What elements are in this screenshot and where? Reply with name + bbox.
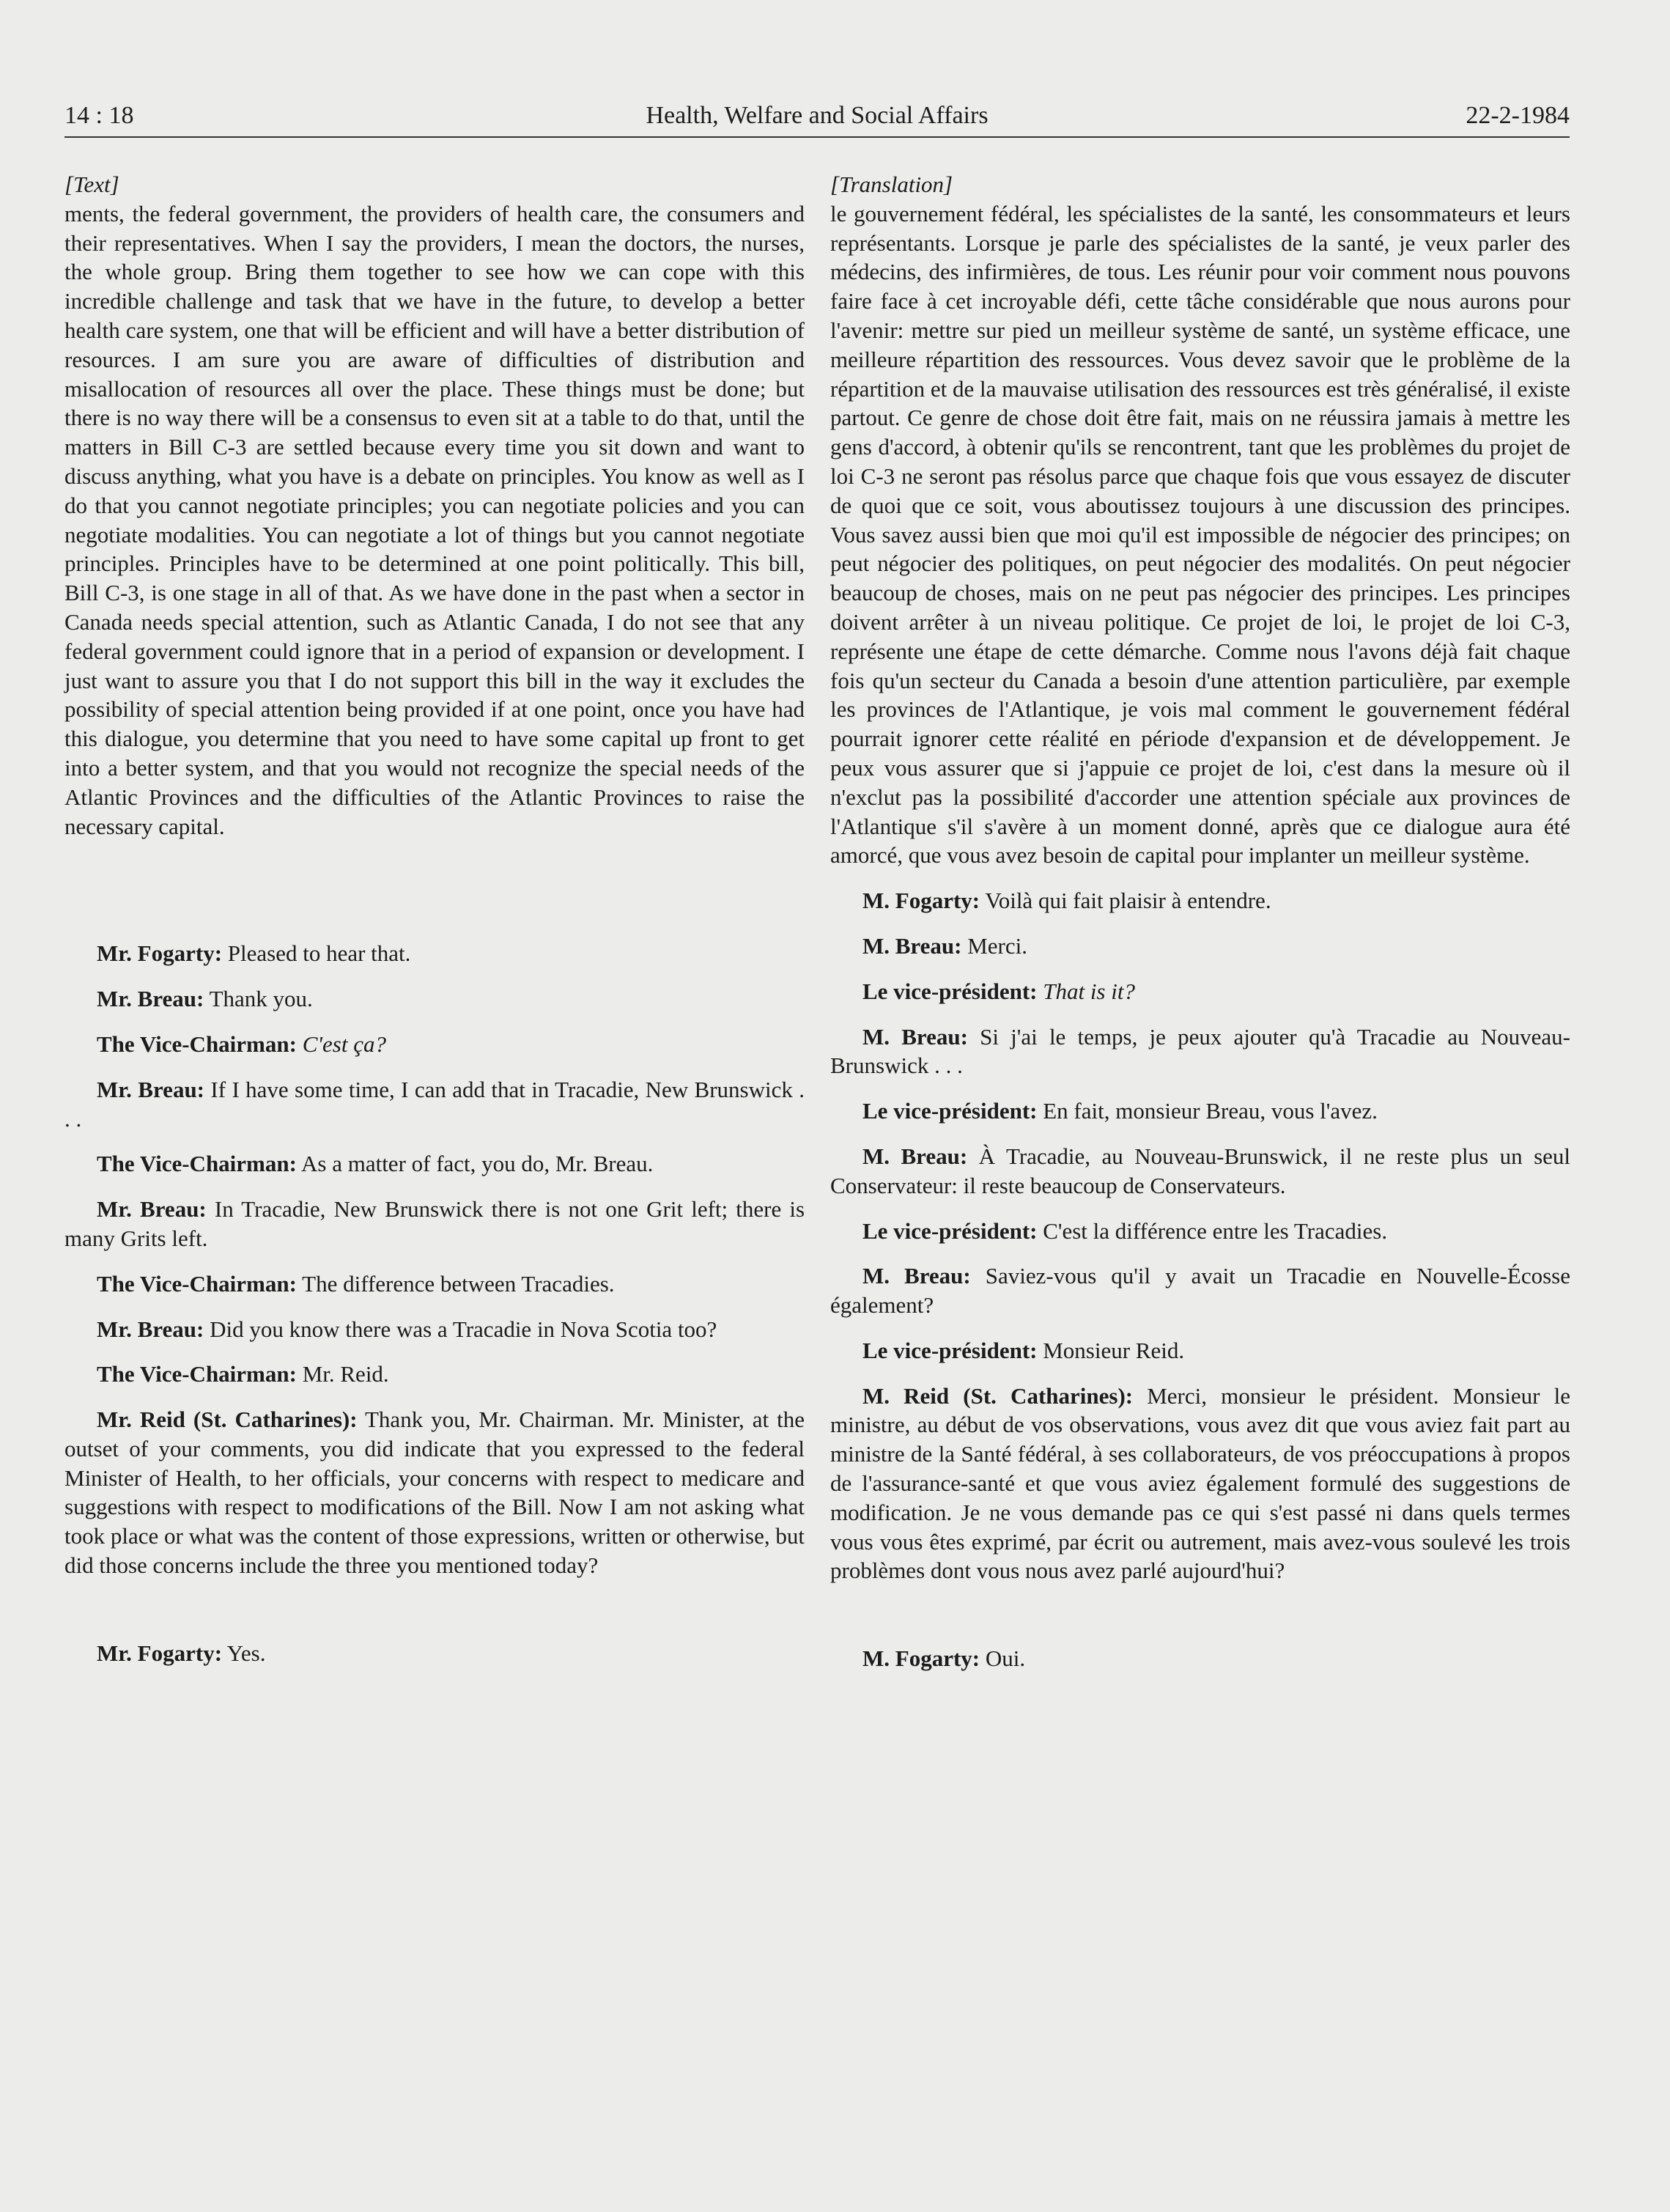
speaker: Mr. Breau: bbox=[97, 986, 204, 1012]
speech-turn bbox=[64, 1360, 805, 1389]
speech-text: That is it? bbox=[1043, 978, 1135, 1004]
speech-turn bbox=[830, 1217, 1570, 1246]
speech-turn bbox=[64, 1405, 805, 1580]
speaker: M. Reid (St. Catharines): bbox=[862, 1382, 1134, 1409]
speech-text: Thank you. bbox=[209, 986, 313, 1012]
speech-turn bbox=[830, 886, 1570, 915]
header-rule bbox=[64, 136, 1570, 138]
speech-turn bbox=[64, 1195, 805, 1253]
speech-turn bbox=[830, 977, 1570, 1006]
speaker: Mr. Breau: bbox=[97, 1076, 205, 1102]
speaker: M. Fogarty: bbox=[862, 1645, 980, 1672]
speech-turn bbox=[830, 1382, 1570, 1586]
speech-text: En fait, monsieur Breau, vous l'avez. bbox=[1043, 1098, 1378, 1124]
speech-text: In Tracadie, New Brunswick there is not one Grit left; there is many Grits left. bbox=[64, 1196, 805, 1251]
speaker: M. Breau: bbox=[862, 1143, 968, 1169]
page-number: 14 : 18 bbox=[64, 102, 134, 129]
speech-turn bbox=[64, 1315, 805, 1344]
speech-text: As a matter of fact, you do, Mr. Breau. bbox=[301, 1151, 654, 1177]
speech-turn bbox=[64, 1030, 805, 1059]
speaker: Le vice-président: bbox=[862, 1337, 1038, 1363]
speaker: Le vice-président: bbox=[862, 1098, 1038, 1124]
opening-paragraph: ments, the federal government, the providers of health care, the consumers and their representatives. When I say the providers, I mean the doctors, the nurses, the whole group. Bring them together to see how we can cope with this incredible challenge and task that we have in the future, to develop a better health care system, one that will be efficient and will have a better distribution of resources. I am sure you are aware of difficulties of distribution and misallocation of resources all over the place. These things must be done; but there is no way there will be a consensus to even sit at a table to do that, until the matters in Bill C-3 are settled because every time you sit down and want to discuss anything, what you have is a debate on principles. You know as well as I do that you cannot negotiate principles; you can negotiate policies and you can negotiate modalities. You can negotiate a lot of things but you cannot negotiate principles. Principles have to be determined at one point politically. This bill, Bill C-3, is one stage in all of that. As we have done in the past when a sector in Canada needs special attention, such as Atlantic Canada, I do not see that any federal government could ignore that in a period of expansion or development. I just want to assure you that I do not support this bill in the way it excludes the possibility of special attention being provided if at one point, once you have had this dialogue, you determine that you need to have some capital up front to get into a better system, and that you would not recognize the special needs of the Atlantic Provinces and the difficulties of the Atlantic Provinces to raise the necessary capital. bbox=[64, 200, 805, 839]
speech-text: If I have some time, I can add that in Tracadie, New Brunswick . . . bbox=[64, 1076, 805, 1132]
speech-text: Monsieur Reid. bbox=[1043, 1337, 1185, 1363]
speaker: The Vice-Chairman: bbox=[97, 1151, 297, 1177]
committee-title: Health, Welfare and Social Affairs bbox=[646, 102, 989, 129]
session-date: 22-2-1984 bbox=[1466, 102, 1570, 129]
speaker: Mr. Fogarty: bbox=[97, 940, 223, 967]
speech-text: Merci. bbox=[967, 932, 1027, 959]
opening-paragraph: le gouvernement fédéral, les spécialistes de la santé, les consommateurs et leurs représentants. Lorsque je parle des spécialistes de la santé, je veux parler des médecins, des infirmières, de tous. Les réunir pour voir comment nous pouvons faire face à cet incroyable défi, cette tâche considérable que nous aurons pour l'avenir: mettre sur pied un meilleur système de santé, un système efficace, une meilleure répartition des ressources. Vous devez savoir que le problème de la répartition et de la mauvaise utilisation des ressources est très généralisé, il existe partout. Ce genre de chose doit être fait, mais on ne réussira jamais à mettre les gens d'accord, à obtenir qu'ils se rencontrent, tant que les problèmes du projet de loi C-3 ne seront pas résolus parce que chaque fois que vous essayez de discuter de quoi que ce soit, vous aboutissez toujours à une discussion des principes. Vous savez aussi bien que moi qu'il est impossible de négocier des principes; on peut négocier des politiques, on peut négocier des modalités. On peut négocier beaucoup de choses, mais on ne peut pas négocier des principes. Les principes doivent arrêter à un niveau politique. Ce projet de loi, le projet de loi C-3, représente une étape de cette démarche. Comme nous l'avons déjà fait chaque fois qu'un secteur du Canada a besoin d'une attention particulière, par exemple les provinces de l'Atlantique, je vois mal comment le gouvernement fédéral pourrait ignorer cette réalité en période d'expansion et de développement. Je peux vous assurer que si j'appuie ce projet de loi, c'est dans la mesure où il n'exclut pas la possibilité d'accorder une attention spéciale aux provinces de l'Atlantique s'il s'avère à un moment donné, après que ce dialogue aura été amorcé, que vous avez besoin de capital pour implanter un meilleur système. bbox=[830, 200, 1570, 869]
speech-text: Saviez-vous qu'il y avait un Tracadie en Nouvelle-Écosse également? bbox=[830, 1263, 1570, 1319]
speech-turn bbox=[830, 932, 1570, 961]
speech-turn bbox=[830, 1336, 1570, 1365]
speech-turn bbox=[830, 1142, 1570, 1201]
speaker: Mr. Reid (St. Catharines): bbox=[97, 1407, 358, 1433]
speech-text: Pleased to hear that. bbox=[227, 940, 411, 967]
speech-text: À Tracadie, au Nouveau-Brunswick, il ne reste plus un seul Conservateur: il reste beaucoup de Conservateurs. bbox=[830, 1143, 1571, 1198]
speech-text: Si j'ai le temps, je peux ajouter qu'à Tracadie au Nouveau-Brunswick . . . bbox=[830, 1023, 1571, 1079]
speech-turn bbox=[64, 1639, 805, 1668]
speaker: M. Breau: bbox=[862, 1263, 971, 1289]
column-label: [Translation] bbox=[830, 172, 953, 197]
speech-turn bbox=[830, 1096, 1570, 1126]
french-column bbox=[830, 170, 1570, 1673]
speech-turn bbox=[830, 1644, 1570, 1673]
speech-text: C'est ça? bbox=[302, 1031, 386, 1057]
speaker: Mr. Breau: bbox=[97, 1196, 207, 1223]
speech-text: Thank you, Mr. Chairman. Mr. Minister, at the outset of your comments, you did indicate that you expressed to the federal Minister of Health, to her officials, your concerns with respect to medicare and suggestions with respect to modifications of the Bill. Now I am not asking what took place or what was the content of those expressions, written or otherwise, but did those concerns include the three you mentioned today? bbox=[64, 1407, 805, 1579]
speaker: The Vice-Chairman: bbox=[97, 1270, 297, 1297]
page-header bbox=[64, 97, 1570, 135]
speech-text: C'est la différence entre les Tracadies. bbox=[1043, 1217, 1388, 1244]
speech-turn bbox=[830, 1022, 1570, 1081]
speaker: Le vice-président: bbox=[862, 978, 1038, 1004]
speaker: The Vice-Chairman: bbox=[97, 1361, 297, 1387]
english-column bbox=[64, 170, 805, 1668]
speaker: Mr. Fogarty: bbox=[97, 1640, 223, 1666]
speech-turn bbox=[64, 1149, 805, 1179]
speech-text: Yes. bbox=[226, 1640, 266, 1666]
speech-text: Merci, monsieur le président. Monsieur le ministre, au début de vos observations, vous avez dit que vous aviez fait part au ministre de la Santé fédéral, à ses collaborateurs, de vos préoccupations à propos de l'assurance-santé et que vous aviez également formulé des suggestions de modification. Je ne vous demande pas ce qui s'est passé ni dans quels termes vous vous êtes exprimé, par écrit ou autrement, mais avez-vous soulevé les trois problèmes dont vous nous avez parlé aujourd'hui? bbox=[830, 1382, 1571, 1584]
speech-turn bbox=[64, 939, 805, 968]
speaker: M. Breau: bbox=[862, 932, 962, 959]
speech-turn bbox=[64, 1269, 805, 1299]
speaker: Mr. Breau: bbox=[97, 1316, 204, 1342]
speech-text: The difference between Tracadies. bbox=[302, 1270, 615, 1297]
speech-text: Did you know there was a Tracadie in Nova Scotia too? bbox=[210, 1316, 717, 1342]
column-label: [Text] bbox=[64, 172, 119, 197]
speech-text: Voilà qui fait plaisir à entendre. bbox=[985, 888, 1271, 914]
speech-turn bbox=[64, 1075, 805, 1134]
speaker: The Vice-Chairman: bbox=[97, 1031, 297, 1057]
speech-turn bbox=[830, 1261, 1570, 1320]
speaker: M. Fogarty: bbox=[862, 888, 980, 914]
speech-text: Mr. Reid. bbox=[302, 1361, 389, 1387]
speaker: Le vice-président: bbox=[862, 1217, 1038, 1244]
speaker: M. Breau: bbox=[862, 1023, 968, 1050]
speech-turn bbox=[64, 984, 805, 1014]
speech-text: Oui. bbox=[985, 1645, 1026, 1672]
